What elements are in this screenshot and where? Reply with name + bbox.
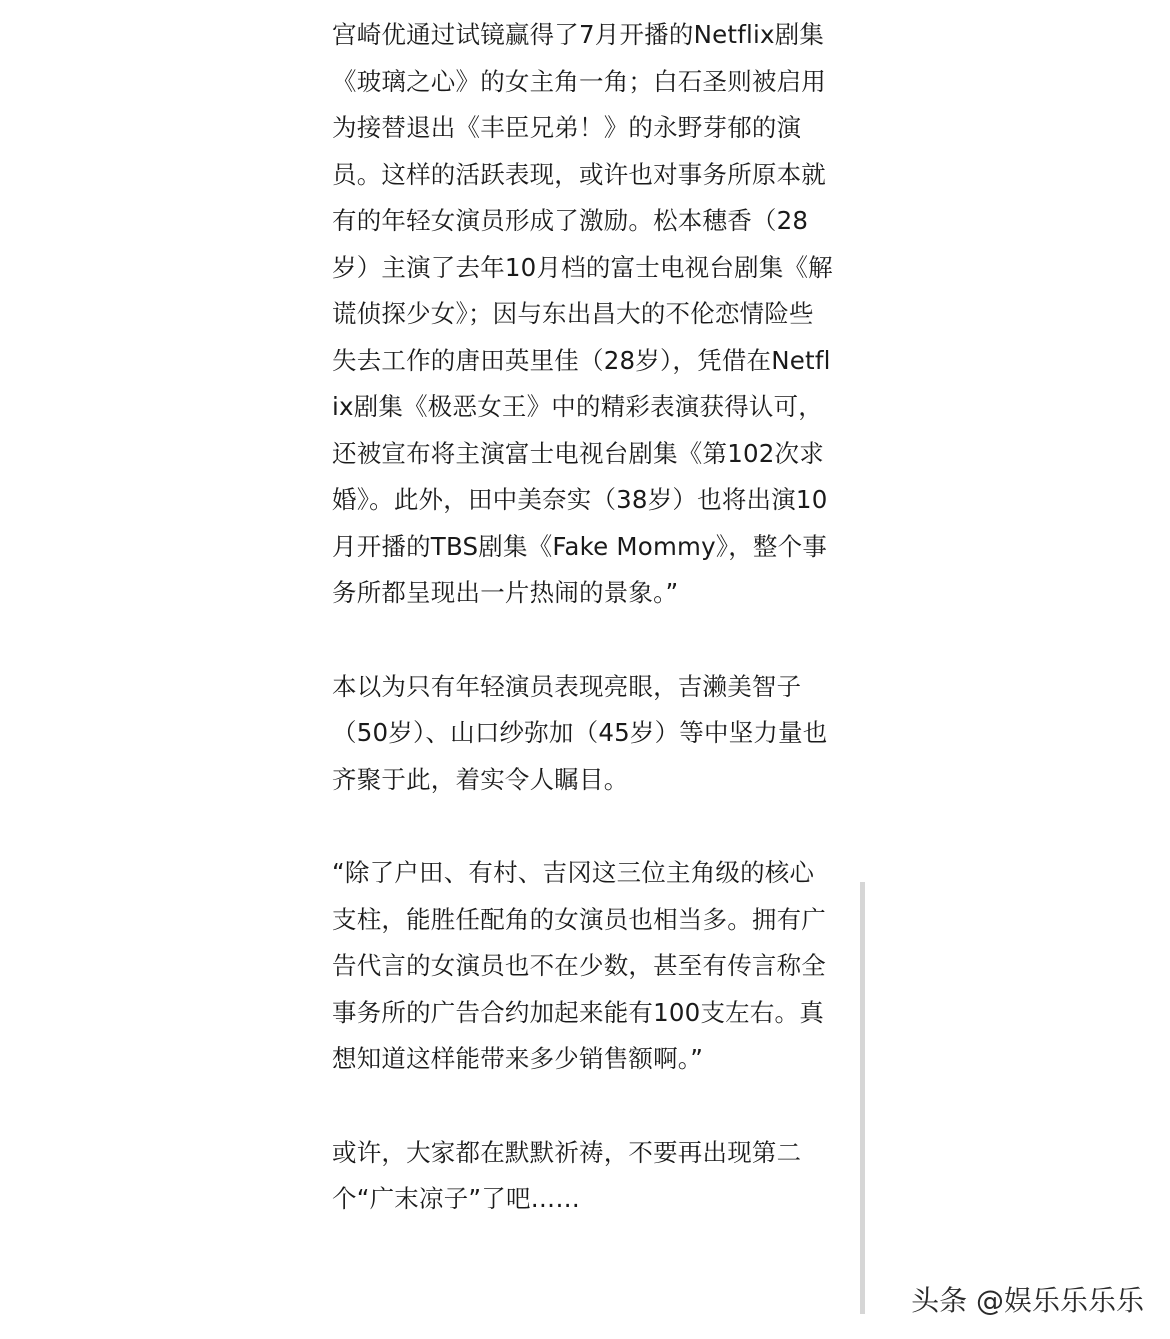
paragraph-agency-actresses: 宫崎优通过试镜赢得了7月开播的Netflix剧集《玻璃之心》的女主角一角；白石圣则被启用为接替退出《丰臣兄弟！》的永野芽郁的演员。这样的活跃表现，或许也对事务所原本就有的年轻女演员形成了激励。松本穗香（28岁）主演了去年10月档的富士电视台剧集《解谎侦探少女》；因与东出昌大的不伦恋情险些失去工作的唐田英里佳（28岁），凭借在Netflix剧集《极恶女王》中的精彩表演获得认可，还被宣布将主演富士电视台剧集《第102次求婚》。此外，田中美奈实（38岁）也将出演10月开播的TBS剧集《Fake Mommy》，整个事务所都呈现出一片热闹的景象。” bbox=[332, 20, 833, 607]
article-body bbox=[332, 12, 837, 1223]
quote-divider-bar bbox=[860, 882, 865, 1314]
paragraph-veteran-actresses: 本以为只有年轻演员表现亮眼，吉濑美智子（50岁）、山口纱弥加（45岁）等中坚力量也齐聚于此，着实令人瞩目。 bbox=[332, 671, 828, 794]
paragraph-quote-endorsements: “除了户田、有村、吉冈这三位主角级的核心支柱，能胜任配角的女演员也相当多。拥有广告代言的女演员也不在少数，甚至有传言称全事务所的广告合约加起来能有100支左右。真想知道这样能带来多少销售额啊。” bbox=[332, 858, 826, 1073]
source-watermark: 头条 @娱乐乐乐乐 bbox=[911, 1284, 1144, 1317]
paragraph-closing: 或许，大家都在默默祈祷，不要再出现第二个“广末凉子”了吧…… bbox=[332, 1137, 802, 1213]
